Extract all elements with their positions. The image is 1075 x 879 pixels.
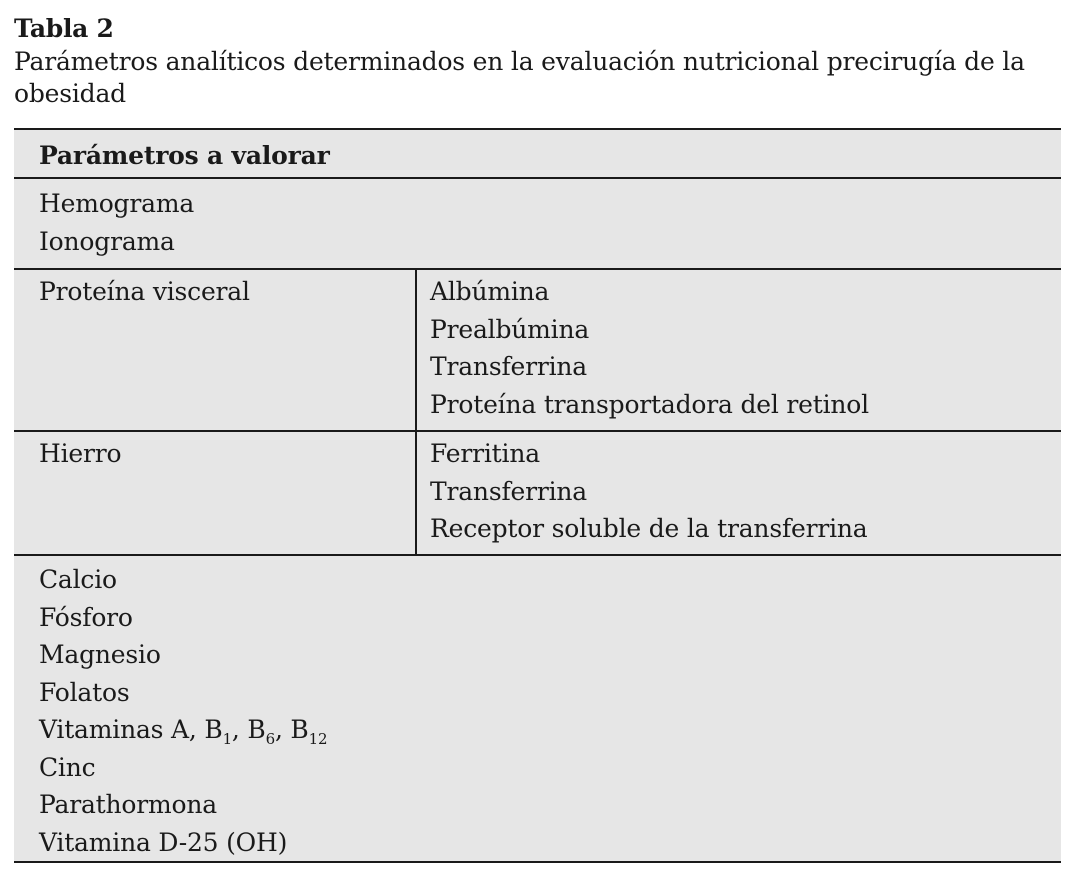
table-caption: [14, 12, 1064, 110]
list-item: Prealbúmina: [430, 314, 590, 344]
list-item: Transferrina: [430, 476, 588, 506]
vitamins-separator: , B: [231, 715, 266, 744]
list-item: Ferritina: [430, 439, 540, 468]
protein-items-cell: [417, 270, 869, 430]
table-header-row: [14, 130, 1061, 179]
list-item: Receptor soluble de la transferrina: [430, 514, 868, 543]
iron-label: Hierro: [39, 439, 122, 468]
table-row-minerals: [14, 556, 1061, 861]
table-label: Tabla 2: [14, 14, 114, 43]
table-row-basic: [14, 179, 1061, 270]
list-item-ionograma: Ionograma: [39, 226, 175, 256]
list-item-hemograma: Hemograma: [39, 189, 195, 218]
list-item: Parathormona: [39, 790, 217, 819]
table-header-cell: Parámetros a valorar: [39, 141, 330, 170]
list-item: Vitamina D-25 (OH): [39, 827, 288, 857]
iron-items-cell: [417, 432, 868, 554]
vitamin-b1-subscript: 1: [222, 730, 232, 748]
list-item: Cinc: [39, 752, 96, 782]
list-item: Transferrina: [430, 352, 588, 381]
vitamin-b6-subscript: 6: [265, 730, 275, 748]
table-title: Parámetros analíticos determinados en la evaluación nutricional precirugía de la obesidad: [14, 47, 1025, 108]
table-row-iron: [14, 432, 1061, 556]
vitamin-b12-subscript: 12: [308, 730, 328, 748]
table-row-protein: [14, 270, 1061, 432]
basic-cell: [14, 179, 1061, 260]
list-item: Fósforo: [39, 602, 133, 632]
vitamins-separator: , B: [274, 715, 309, 744]
list-item: Folatos: [39, 677, 130, 707]
minerals-cell: [14, 556, 1061, 861]
parameters-table: [14, 128, 1061, 863]
protein-label-cell: [14, 270, 417, 430]
list-item-vitamins: [39, 711, 1061, 749]
list-item: Magnesio: [39, 640, 161, 669]
vitamins-prefix: Vitaminas A, B: [39, 715, 223, 744]
list-item: Calcio: [39, 565, 117, 594]
iron-label-cell: [14, 432, 417, 554]
protein-label: Proteína visceral: [39, 277, 250, 306]
list-item: Proteína transportadora del retinol: [430, 389, 869, 419]
list-item: Albúmina: [430, 277, 550, 306]
